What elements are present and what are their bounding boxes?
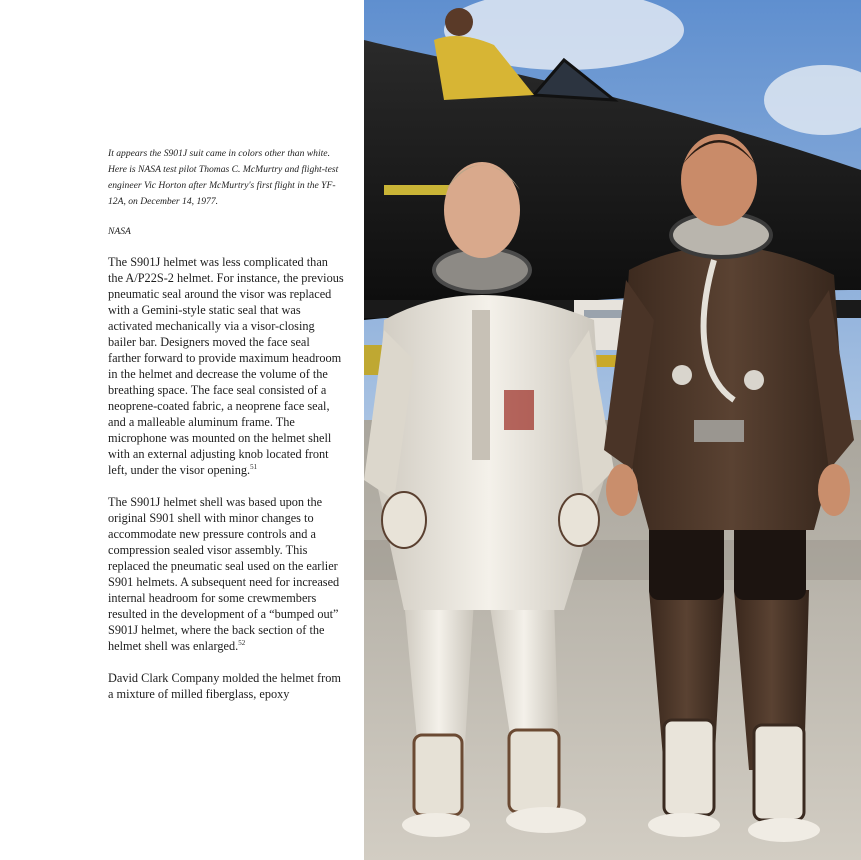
footnote-ref[interactable]: 52 [238, 638, 246, 647]
photograph-pilots-yf12a [364, 0, 861, 860]
paragraph-text: The S901J helmet shell was based upon the original S901 shell with minor changes to accommodate new pressure controls and a compression sealed visor assembly. This replaced the pneumatic seal used on the earlier S901 helmets. A subsequent need for increased internal headroom for some crewmembers resulted in the development of a “bumped out” S901J helmet, where the back section of the helmet shell was enlarged. [108, 495, 340, 653]
paragraph-text: David Clark Company molded the helmet from a mixture of milled fiberglass, epoxy [108, 671, 341, 701]
paragraph-text: The S901J helmet was less complicated than the A/P22S-2 helmet. For instance, the previous pneumatic seal around the visor was replaced with a Gemini-style static seal that was activated mechanically via a visor-closing bailer bar. Designers moved the face seal farther forward to provide maximum headroom in the helmet and decrease the volume of the breathing space. The face seal consisted of a neoprene-coated fabric, a neoprene face seal, and a malleable aluminum frame. The microphone was mounted on the helmet shell with an external adjusting knob located front left, under the visor opening. [108, 255, 344, 477]
body-paragraph-3 [108, 670, 344, 702]
footnote-ref[interactable]: 51 [250, 462, 258, 471]
body-paragraph-2 [108, 494, 344, 654]
body-paragraph-1 [108, 254, 344, 478]
photo-illustration [364, 0, 861, 860]
photo-caption: It appears the S901J suit came in colors other than white. Here is NASA test pilot Thomas C. McMurtry and flight-test engineer Vic Horton after McMurtry's first flight in the YF-12A, on December 14, 1977. [108, 148, 339, 207]
photo-credit: NASA [108, 226, 131, 237]
text-column [108, 146, 344, 702]
